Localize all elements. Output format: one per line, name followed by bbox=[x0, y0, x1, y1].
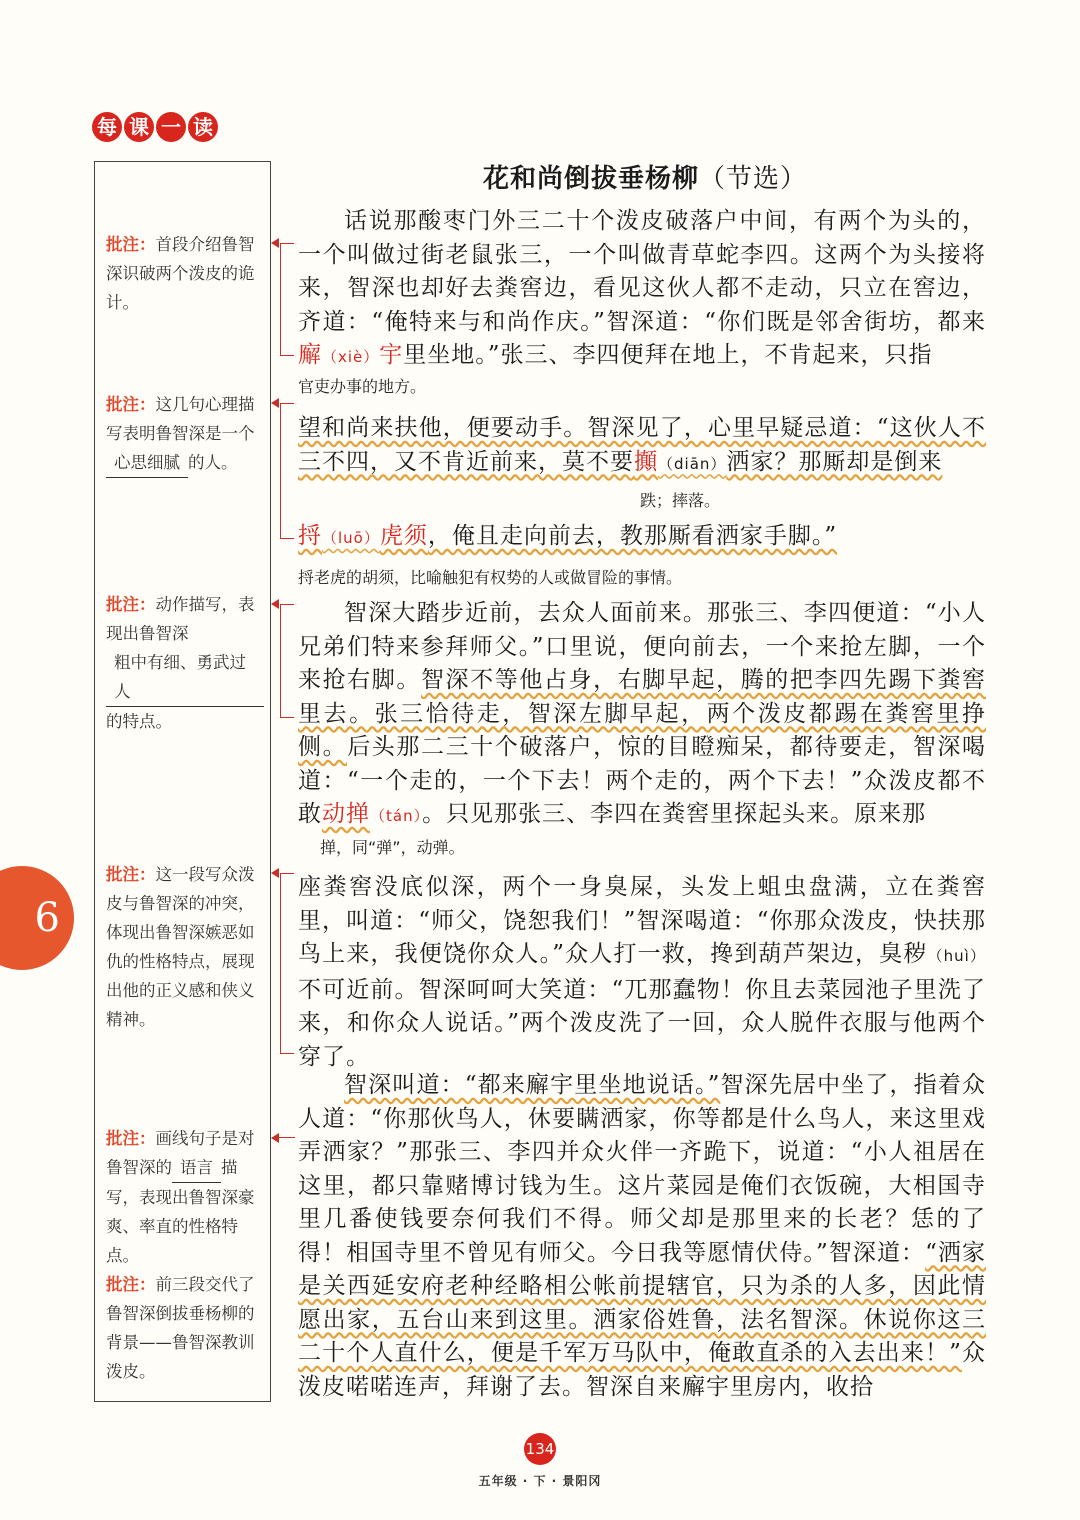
annotation-answer: 语言 bbox=[172, 1153, 221, 1183]
annotation-answer: 心思细腻 bbox=[106, 448, 188, 478]
highlighted-text: 智深叫道：“都来廨宇里坐地说话。” bbox=[344, 1072, 721, 1098]
badge-char: 读 bbox=[188, 112, 218, 142]
paragraph-2 bbox=[298, 597, 986, 834]
badge-char: 每 bbox=[92, 112, 122, 142]
note-bracket-4 bbox=[280, 873, 294, 1054]
lesson-badge bbox=[92, 112, 218, 142]
annotation-tag: 批注： bbox=[106, 595, 156, 614]
badge-char: 课 bbox=[124, 112, 154, 142]
gloss-3: 捋老虎的胡须，比喻触犯有权势的人或做冒险的事情。 bbox=[298, 568, 683, 587]
pinyin: （luō） bbox=[322, 529, 380, 547]
footer-caption: 五年级 · 下 · 景阳冈 bbox=[478, 1474, 602, 1488]
text-run: 话说那酸枣门外三二十个泼皮破落户中间，有两个为头的，一个叫做过街老鼠张三，一个叫做青草蛇李四。这两个为头接将来，智深也却好去粪窖边，看见这伙人都不走动，只立在窖边，齐道：“俺特来与和尚作庆。”智深道：“你们既是邻舍街坊，都来 bbox=[298, 208, 986, 335]
keyword: 动掸 bbox=[322, 801, 370, 827]
annotation-text: 的特点。 bbox=[106, 712, 172, 731]
highlighted-text: 洒家？那厮却是倒来 bbox=[726, 448, 943, 475]
gloss-1: 官吏办事的地方。 bbox=[298, 377, 427, 396]
article-title bbox=[300, 158, 990, 195]
title-main: 花和尚倒拔垂杨柳 bbox=[482, 164, 699, 194]
arrow-icon bbox=[271, 398, 279, 408]
annotation-tag: 批注： bbox=[106, 865, 156, 884]
paragraph-1-end bbox=[298, 520, 986, 556]
keyword: 宇 bbox=[379, 342, 404, 368]
annotation-text: 这几句心理描写表明鲁智深是一个 bbox=[106, 395, 255, 443]
text-run: 后头那二三十个破落户，惊的目瞪痴呆，都待要走，智深喝道：“一个走的，一个下去！两个走的，两个下去！”众泼皮都不敢 bbox=[298, 734, 987, 827]
annotation-text: 前三段交代了鲁智深倒拔垂杨柳的背景——鲁智深教训泼皮。 bbox=[106, 1275, 255, 1381]
annotation-1 bbox=[106, 230, 264, 317]
title-sub: （节选） bbox=[699, 164, 808, 194]
note-connector-5 bbox=[279, 1137, 295, 1138]
arrow-icon bbox=[271, 599, 279, 609]
keyword: 廨 bbox=[298, 342, 322, 368]
gloss-4: 掸，同“弹”，动弹。 bbox=[320, 838, 465, 857]
arrow-icon bbox=[271, 238, 279, 248]
highlighted-text: 智深不等他占身，右脚早起，腾的把李四先踢下粪窖里去。张三恰待走，智深左脚早起，两个泼皮都踢在粪窖里挣侧。 bbox=[298, 667, 987, 760]
pinyin: （diān） bbox=[658, 454, 727, 473]
note-bracket-2 bbox=[280, 403, 294, 539]
annotation-text: 这一段写众泼皮与鲁智深的冲突，体现出鲁智深嫉恶如仇的性格特点，展现出他的正义感和侠义精神。 bbox=[106, 865, 255, 1029]
annotation-tag: 批注： bbox=[106, 395, 156, 414]
annotation-6 bbox=[106, 1270, 264, 1386]
paragraph-1-cont bbox=[298, 412, 986, 481]
annotation-tag: 批注： bbox=[106, 235, 156, 254]
arrow-icon bbox=[271, 1133, 279, 1143]
text-run: 智深大踏步近前，去众人面前来。那张三、李四便道：“小人兄弟们特来参拜师父。”口里说，便向前去，一个来抢左脚，一个来抢右脚。 bbox=[298, 600, 986, 693]
note-bracket-3 bbox=[280, 604, 294, 718]
annotation-tag: 批注： bbox=[106, 1275, 156, 1294]
annotation-text: 描写，表现出鲁智深豪爽、率直的性格特点。 bbox=[106, 1158, 255, 1265]
annotation-text: 首段介绍鲁智深识破两个泼皮的诡计。 bbox=[106, 235, 255, 312]
highlighted-text: ，俺且走向前去，教那厮看洒家手脚。” bbox=[427, 523, 838, 549]
annotation-text: 动作描写，表现出鲁智深 bbox=[106, 595, 255, 643]
keyword: 攧 bbox=[634, 448, 658, 475]
arrow-icon bbox=[271, 868, 279, 878]
annotation-3 bbox=[106, 590, 264, 736]
annotation-tag: 批注： bbox=[106, 1129, 156, 1148]
gloss-2: 跌；摔落。 bbox=[640, 491, 721, 510]
paragraph-3 bbox=[298, 871, 986, 1074]
highlighted-text: 望和尚来扶他，便要动手。智深见了，心里早疑忌道：“这伙人不三不四，又不肯近前来，莫不要 bbox=[298, 415, 986, 475]
annotation-answer: 粗中有细、勇武过人 bbox=[106, 648, 264, 707]
text-run: 智深先居中坐了，指着众人道：“你那伙鸟人，休要瞒洒家，你等都是什么鸟人，来这里戏弄洒家？”那张三、李四并众火伴一齐跪下，说道：“小人祖居在这里，都只靠赌博讨钱为生。这片菜园是俺们衣饭碗，大相国寺里几番使钱要奈何我们不得。师父却是那里来的长老？恁的了得！相国寺里不曾见有师父。今日我等愿情伏侍。”智深道： bbox=[298, 1072, 986, 1266]
paragraph-4 bbox=[298, 1069, 986, 1404]
text-run: 不可近前。智深呵呵大笑道：“兀那蠢物！你且去菜园池子里洗了来，和你众人说话。”两个泼皮洗了一回，众人脱件衣服与他两个穿了。 bbox=[298, 976, 986, 1070]
annotation-text: 的人。 bbox=[188, 453, 238, 472]
page-number: 134 bbox=[524, 1433, 556, 1465]
note-bracket-1 bbox=[280, 243, 294, 356]
paragraph-1 bbox=[298, 205, 986, 375]
keyword: 捋 bbox=[298, 523, 322, 549]
text-run: 众泼皮喏喏连声，拜谢了去。智深自来廨宇里房内，收拾 bbox=[298, 1340, 987, 1400]
annotation-5 bbox=[106, 1124, 264, 1270]
highlighted-text: “洒家是关西延安府老种经略相公帐前提辖官，只为杀的人多，因此情愿出家，五台山来到这里。洒家俗姓鲁，法名智深。休说你这三二十个人直什么，便是千军万马队中，俺敢直杀的入去出来！” bbox=[298, 1239, 986, 1366]
pinyin: （xiè） bbox=[322, 348, 380, 366]
text-run: 座粪窖没底似深，两个一身臭屎，头发上蛆虫盘满，立在粪窖里，叫道：“师父，饶恕我们！”智深喝道：“你那众泼皮，快扶那鸟上来，我便饶你众人。”众人打一救，搀到葫芦架边，臭秽 bbox=[298, 874, 986, 967]
annotation-text: 画线句子是对鲁智深的 bbox=[106, 1129, 255, 1177]
annotation-2 bbox=[106, 390, 264, 478]
text-run: 。只见那张三、李四在粪窖里探起头来。原来那 bbox=[422, 801, 927, 827]
chapter-tab: 6 bbox=[0, 866, 74, 970]
pinyin: （tán） bbox=[370, 807, 423, 825]
badge-char: 一 bbox=[156, 112, 186, 142]
pinyin: （huì） bbox=[927, 947, 986, 965]
keyword: 虎须 bbox=[379, 523, 428, 549]
annotation-4 bbox=[106, 860, 264, 1034]
text-run: 里坐地。”张三、李四便拜在地上，不肯起来，只指 bbox=[403, 342, 933, 368]
